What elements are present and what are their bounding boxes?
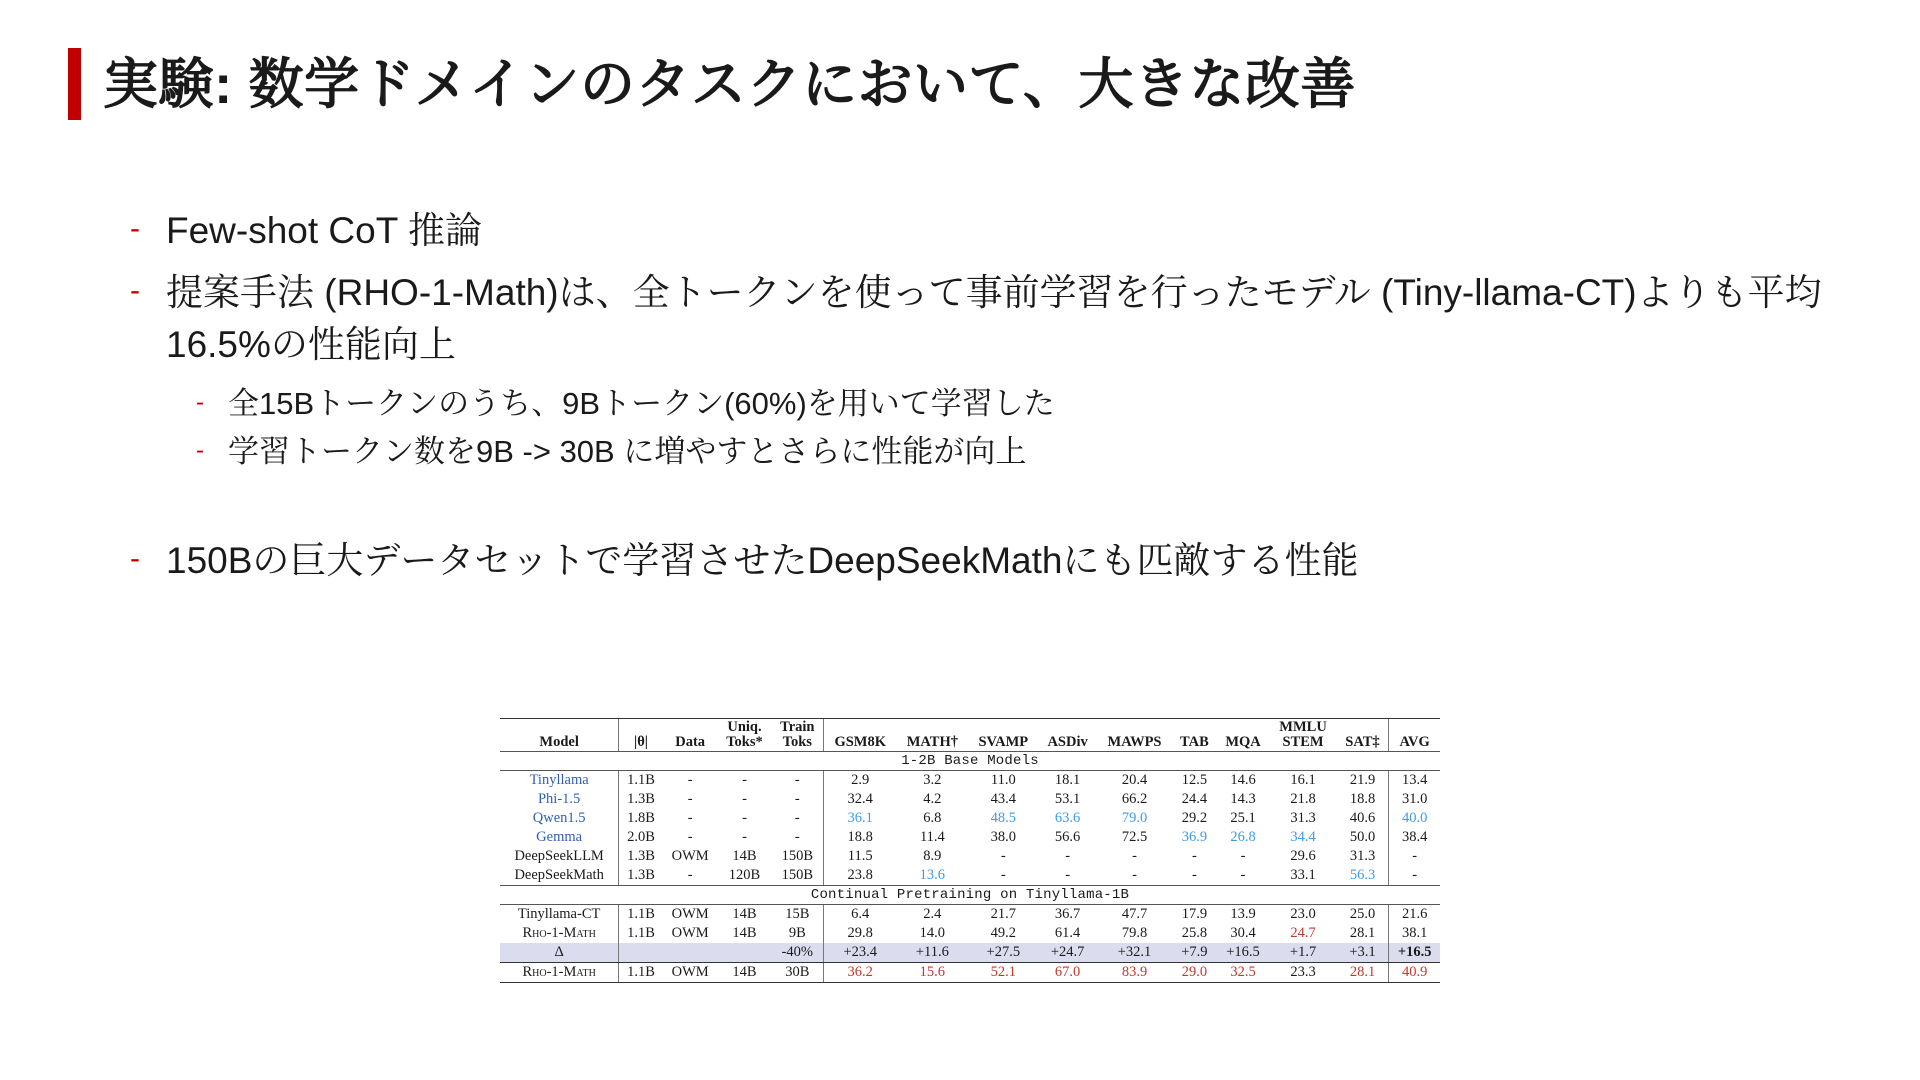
cell-asdiv: 53.1 <box>1054 791 1081 808</box>
col-header-sat: SAT‡ <box>1337 719 1389 752</box>
bullet-item <box>130 267 1850 371</box>
cell-data <box>663 943 718 963</box>
cell-mqa: - <box>1240 848 1246 865</box>
cell-asdiv: +24.7 <box>1038 943 1097 963</box>
cell-gsm8k: 32.4 <box>824 790 897 809</box>
table-row <box>500 866 1440 886</box>
cell-gsm8k: 23.8 <box>824 866 897 886</box>
bullet-dash-icon: - <box>196 437 204 464</box>
cell-tab: +7.9 <box>1172 943 1217 963</box>
cell-sat: 28.1 <box>1337 963 1389 983</box>
title-accent-bar <box>68 48 81 120</box>
cell-tab: - <box>1191 848 1197 865</box>
col-header-mawps: MAWPS <box>1097 719 1172 752</box>
cell-gsm8k: 2.9 <box>824 771 897 791</box>
page-title: 実験: 数学ドメインのタスクにおいて、大きな改善 <box>103 52 1356 115</box>
bullet-item-sub <box>196 429 1850 475</box>
cell-train-toks: -40% <box>772 943 824 963</box>
table-row <box>500 771 1440 791</box>
cell-tab: 29.2 <box>1181 810 1208 827</box>
cell-gsm8k: 36.2 <box>824 963 897 983</box>
cell-asdiv: 36.7 <box>1054 906 1081 923</box>
cell-theta: 1.1B <box>619 924 663 943</box>
cell-math: 11.4 <box>919 829 945 846</box>
cell-gsm8k: 36.1 <box>824 809 897 828</box>
cell-data: OWM <box>671 906 709 923</box>
cell-asdiv: - <box>1065 848 1071 865</box>
col-header-model: Model <box>500 719 619 752</box>
cell-mqa: 32.5 <box>1217 963 1270 983</box>
cell-math: 13.6 <box>896 866 968 886</box>
cell-sat: 28.1 <box>1349 925 1376 942</box>
cell-data: OWM <box>671 848 709 865</box>
bullet-item-sub <box>196 381 1850 427</box>
cell-train-toks: - <box>794 772 800 789</box>
cell-math: 6.8 <box>923 810 942 827</box>
cell-mmlu-stem: +1.7 <box>1269 943 1336 963</box>
bullet-list <box>130 205 1850 597</box>
cell-asdiv: 56.6 <box>1054 829 1081 846</box>
cell-data: - <box>663 866 718 886</box>
cell-mqa: 13.9 <box>1230 906 1256 923</box>
cell-theta: 1.3B <box>619 866 663 886</box>
cell-model: Δ <box>500 943 619 963</box>
cell-svamp: - <box>968 866 1038 886</box>
cell-mmlu-stem: 33.1 <box>1269 866 1336 886</box>
bullet-item <box>130 535 1850 587</box>
table-row <box>500 828 1440 847</box>
cell-model: DeepSeekLLM <box>514 848 604 865</box>
cell-svamp: 52.1 <box>968 963 1038 983</box>
cell-model: Tinyllama-CT <box>517 906 601 923</box>
cell-mqa: 26.8 <box>1230 829 1256 846</box>
table-row <box>500 924 1440 943</box>
bullet-text: 全15Bトークンのうち、9Bトークン(60%)を用いて学習した <box>228 386 1055 421</box>
cell-sat: 56.3 <box>1337 866 1389 886</box>
bullet-text: 提案手法 (RHO-1-Math)は、全トークンを使って事前学習を行ったモデル (Tiny-llama-CT)よりも平均16.5%の性能向上 <box>166 272 1822 365</box>
cell-tab: 17.9 <box>1181 906 1208 923</box>
cell-data: - <box>687 829 693 846</box>
cell-sat: 25.0 <box>1349 906 1376 923</box>
cell-mawps: - <box>1132 848 1137 865</box>
col-header-theta: |θ| <box>619 719 663 752</box>
bullet-item <box>130 205 1850 257</box>
cell-avg: 31.0 <box>1389 790 1440 809</box>
cell-svamp: 38.0 <box>990 829 1016 846</box>
col-header-asdiv: ASDiv <box>1038 719 1097 752</box>
cell-asdiv: - <box>1038 866 1097 886</box>
cell-model: Phi-1.5 <box>537 791 581 808</box>
cell-mmlu-stem: 34.4 <box>1290 829 1316 846</box>
cell-gsm8k: 6.4 <box>824 905 897 925</box>
cell-asdiv: 67.0 <box>1038 963 1097 983</box>
cell-math: 2.4 <box>923 906 942 923</box>
cell-mawps: 79.8 <box>1121 925 1148 942</box>
table-body <box>500 752 1440 983</box>
cell-model: Rho-1-Math <box>522 925 596 942</box>
cell-math: 8.9 <box>923 848 942 865</box>
cell-sat: 31.3 <box>1349 848 1376 865</box>
col-header-data: Data <box>663 719 718 752</box>
cell-uniq-toks: - <box>742 791 747 808</box>
cell-data: - <box>687 810 693 827</box>
cell-svamp: 43.4 <box>990 791 1016 808</box>
cell-data: - <box>687 772 693 789</box>
table-row <box>500 847 1440 866</box>
cell-mmlu-stem: 23.3 <box>1269 963 1336 983</box>
cell-data: OWM <box>671 925 709 942</box>
cell-train-toks: 9B <box>788 925 806 942</box>
cell-theta: 1.1B <box>619 771 663 791</box>
table-section-header <box>500 886 1440 905</box>
cell-sat: 40.6 <box>1349 810 1376 827</box>
cell-mqa: 30.4 <box>1230 925 1256 942</box>
results-table <box>500 718 1440 983</box>
cell-mawps: 66.2 <box>1121 791 1148 808</box>
cell-theta <box>619 943 663 963</box>
table-header-row <box>500 719 1440 752</box>
cell-uniq-toks: 14B <box>732 925 757 942</box>
cell-math: +11.6 <box>896 943 968 963</box>
cell-uniq-toks: - <box>742 829 747 846</box>
cell-avg: 21.6 <box>1389 905 1440 925</box>
bullet-spacer <box>130 477 1850 535</box>
cell-math: 3.2 <box>923 772 942 789</box>
cell-mawps: 79.0 <box>1121 810 1148 827</box>
cell-math: 14.0 <box>919 925 946 942</box>
cell-uniq-toks: 14B <box>732 906 757 923</box>
cell-gsm8k: +23.4 <box>824 943 897 963</box>
slide-title-row <box>68 48 1356 120</box>
cell-mmlu-stem: 23.0 <box>1290 906 1316 923</box>
cell-tab: - <box>1172 866 1217 886</box>
bullet-dash-icon: - <box>130 542 140 575</box>
col-header-mmlu-stem: MMLU STEM <box>1269 719 1336 752</box>
cell-svamp: +27.5 <box>968 943 1038 963</box>
cell-theta: 1.3B <box>619 847 663 866</box>
cell-mmlu-stem: 31.3 <box>1290 810 1316 827</box>
cell-avg: - <box>1389 866 1440 886</box>
bullet-text: Few-shot CoT 推論 <box>166 210 482 251</box>
bullet-dash-icon: - <box>196 389 204 416</box>
table-section-header <box>500 752 1440 771</box>
cell-mawps: 83.9 <box>1097 963 1172 983</box>
cell-train-toks: 30B <box>772 963 824 983</box>
cell-mawps: 72.5 <box>1121 829 1148 846</box>
cell-train-toks: - <box>794 829 800 846</box>
cell-avg: 38.4 <box>1389 828 1440 847</box>
cell-theta: 1.1B <box>619 963 663 983</box>
cell-avg: 13.4 <box>1389 771 1440 791</box>
cell-train-toks: 150B <box>781 848 813 865</box>
cell-tab: 24.4 <box>1181 791 1208 808</box>
cell-tab: 25.8 <box>1181 925 1208 942</box>
cell-asdiv: 61.4 <box>1054 925 1081 942</box>
bullet-text: 150Bの巨大データセットで学習させたDeepSeekMathにも匹敵する性能 <box>166 540 1359 581</box>
cell-tab: 12.5 <box>1181 772 1208 789</box>
results-table-wrapper <box>500 718 1440 983</box>
cell-uniq-toks: 14B <box>732 848 757 865</box>
table-row-delta <box>500 943 1440 963</box>
cell-gsm8k: 11.5 <box>824 847 897 866</box>
cell-mawps: +32.1 <box>1097 943 1172 963</box>
cell-train-toks: 150B <box>772 866 824 886</box>
col-header-mqa: MQA <box>1217 719 1270 752</box>
col-header-gsm8k: GSM8K <box>824 719 897 752</box>
cell-model: Rho-1-Math <box>500 963 619 983</box>
cell-svamp: 49.2 <box>990 925 1016 942</box>
cell-sat: +3.1 <box>1337 943 1389 963</box>
col-header-train-toks: Train Toks <box>772 719 824 752</box>
cell-model: DeepSeekMath <box>500 866 619 886</box>
cell-asdiv: 18.1 <box>1054 772 1081 789</box>
cell-avg: 40.0 <box>1389 809 1440 828</box>
col-header-math: MATH† <box>896 719 968 752</box>
cell-svamp: - <box>1000 848 1006 865</box>
col-header-uniq-toks: Uniq. Toks* <box>717 719 771 752</box>
bullet-dash-icon: - <box>130 274 140 307</box>
cell-svamp: 11.0 <box>990 772 1016 789</box>
cell-tab: 36.9 <box>1181 829 1208 846</box>
table-row <box>500 963 1440 983</box>
cell-mawps: 20.4 <box>1121 772 1148 789</box>
table-head <box>500 719 1440 752</box>
cell-theta: 1.8B <box>619 809 663 828</box>
cell-mmlu-stem: 21.8 <box>1290 791 1316 808</box>
cell-uniq-toks <box>717 943 771 963</box>
cell-model: Gemma <box>536 829 583 846</box>
cell-mawps: 47.7 <box>1121 906 1148 923</box>
table-row <box>500 790 1440 809</box>
cell-model: Qwen1.5 <box>532 810 586 827</box>
cell-mqa: +16.5 <box>1217 943 1270 963</box>
cell-theta: 2.0B <box>619 828 663 847</box>
cell-mmlu-stem: 29.6 <box>1290 848 1316 865</box>
cell-mawps: - <box>1097 866 1172 886</box>
cell-math: 15.6 <box>896 963 968 983</box>
cell-train-toks: - <box>794 810 800 827</box>
cell-data: OWM <box>663 963 718 983</box>
col-header-svamp: SVAMP <box>968 719 1038 752</box>
cell-train-toks: - <box>794 791 800 808</box>
cell-mqa: - <box>1217 866 1270 886</box>
cell-svamp: 21.7 <box>990 906 1016 923</box>
col-header-tab: TAB <box>1172 719 1217 752</box>
cell-asdiv: 63.6 <box>1054 810 1081 827</box>
cell-sat: 18.8 <box>1349 791 1376 808</box>
cell-avg: 38.1 <box>1389 924 1440 943</box>
cell-theta: 1.1B <box>619 905 663 925</box>
section-label: Continual Pretraining on Tinyllama-1B <box>500 886 1440 905</box>
bullet-text: 学習トークン数を9B -> 30B に増やすとさらに性能が向上 <box>228 434 1027 469</box>
cell-avg: 40.9 <box>1389 963 1440 983</box>
cell-mqa: 25.1 <box>1230 810 1256 827</box>
cell-data: - <box>687 791 693 808</box>
cell-gsm8k: 18.8 <box>824 828 897 847</box>
cell-svamp: 48.5 <box>990 810 1016 827</box>
cell-avg: +16.5 <box>1389 943 1440 963</box>
cell-gsm8k: 29.8 <box>824 924 897 943</box>
section-label: 1-2B Base Models <box>500 752 1440 771</box>
bullet-dash-icon: - <box>130 212 140 245</box>
cell-uniq-toks: 120B <box>717 866 771 886</box>
cell-uniq-toks: - <box>742 772 747 789</box>
cell-avg: - <box>1389 847 1440 866</box>
cell-sat: 50.0 <box>1349 829 1376 846</box>
table-row <box>500 809 1440 828</box>
cell-uniq-toks: - <box>742 810 747 827</box>
table-row <box>500 905 1440 925</box>
cell-mqa: 14.3 <box>1230 791 1256 808</box>
col-header-avg: AVG <box>1389 719 1440 752</box>
cell-model: Tinyllama <box>529 772 589 789</box>
cell-sat: 21.9 <box>1349 772 1376 789</box>
cell-mmlu-stem: 16.1 <box>1290 772 1316 789</box>
cell-theta: 1.3B <box>619 790 663 809</box>
cell-train-toks: 15B <box>785 906 810 923</box>
cell-mmlu-stem: 24.7 <box>1290 925 1316 942</box>
cell-uniq-toks: 14B <box>717 963 771 983</box>
cell-math: 4.2 <box>923 791 942 808</box>
cell-tab: 29.0 <box>1172 963 1217 983</box>
cell-mqa: 14.6 <box>1230 772 1256 789</box>
